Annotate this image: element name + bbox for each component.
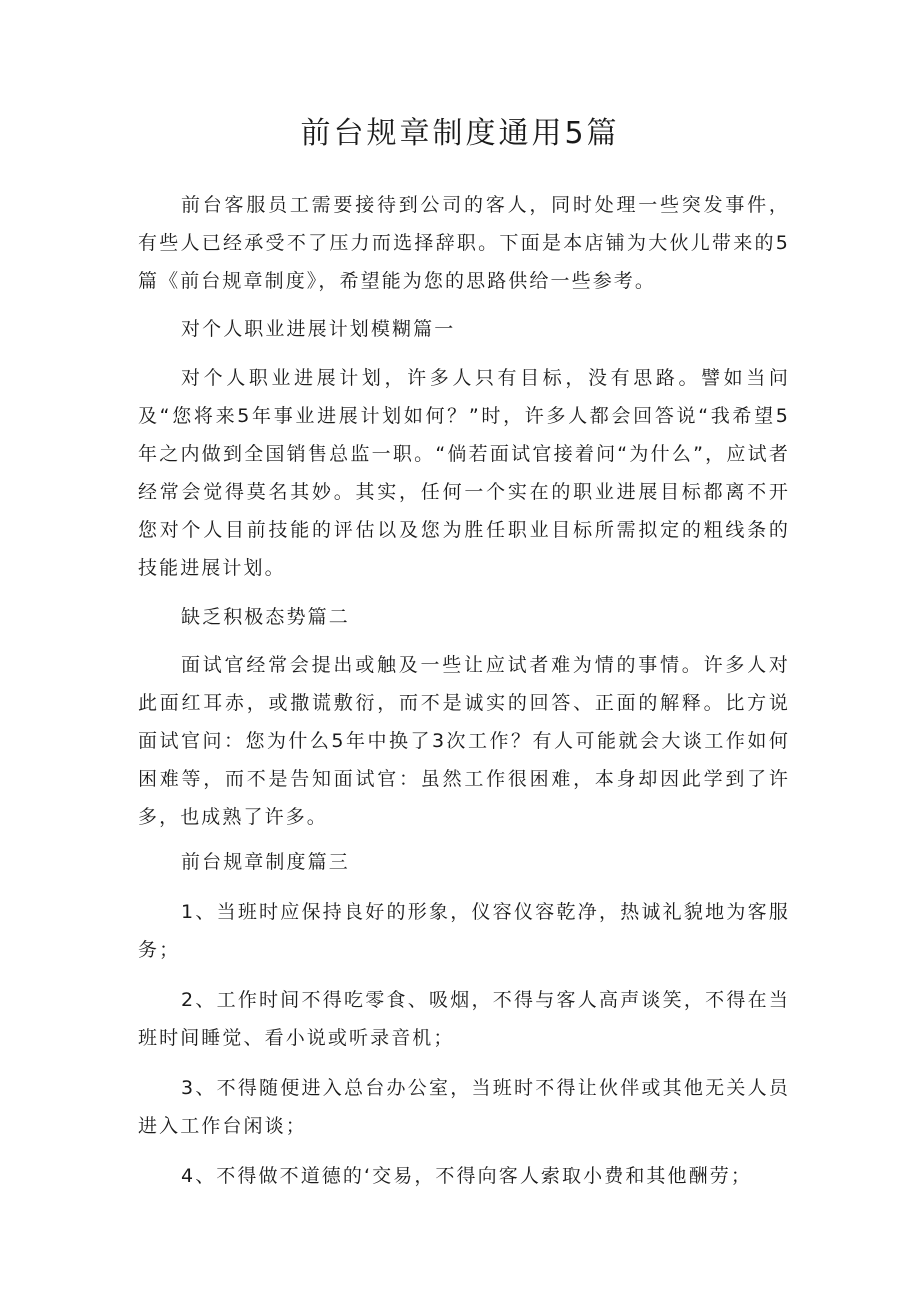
rule-item-3: 3、不得随便进入总台办公室，当班时不得让伙伴或其他无关人员进入工作台闲谈； [138,1077,790,1137]
rule-item-1: 1、当班时应保持良好的形象，仪容仪容乾净，热诚礼貌地为客服务； [138,901,790,961]
section-1-heading: 对个人职业进展计划模糊篇一 [181,318,456,340]
rule-item-4: 4、不得做不道德的‘交易，不得向客人索取小费和其他酬劳； [181,1165,752,1187]
intro-paragraph: 前台客服员工需要接待到公司的客人，同时处理一些突发事件，有些人已经承受不了压力而选择辞职。下面是本店铺为大伙儿带来的5篇《前台规章制度》，希望能为您的思路供给一些参考。 [138,194,790,292]
rule-item-2: 2、工作时间不得吃零食、吸烟，不得与客人高声谈笑，不得在当班时间睡觉、看小说或听录音机； [138,989,790,1049]
section-2-paragraph: 面试官经常会提出或触及一些让应试者难为情的事情。许多人对此面红耳赤，或撒谎敷衍，而不是诚实的回答、正面的解释。比方说面试官问：您为什么5年中换了3次工作？有人可能就会大谈工作如何困难等，而不是告知面试官：虽然工作很困难，本身却因此学到了许多，也成熟了许多。 [138,654,790,828]
document-title: 前台规章制度通用5篇 [300,116,620,151]
section-3-heading: 前台规章制度篇三 [181,851,350,873]
section-1-paragraph: 对个人职业进展计划，许多人只有目标，没有思路。譬如当问及“您将来5年事业进展计划如何？”时，许多人都会回答说“我希望5年之内做到全国销售总监一职。“倘若面试官接着问“为什么”，应试者经常会觉得莫名其妙。其实，任何一个实在的职业进展目标都离不开您对个人目前技能的评估以及您为胜任职业目标所需拟定的粗线条的技能进展计划。 [138,367,790,579]
section-2-heading: 缺乏积极态势篇二 [181,606,350,628]
